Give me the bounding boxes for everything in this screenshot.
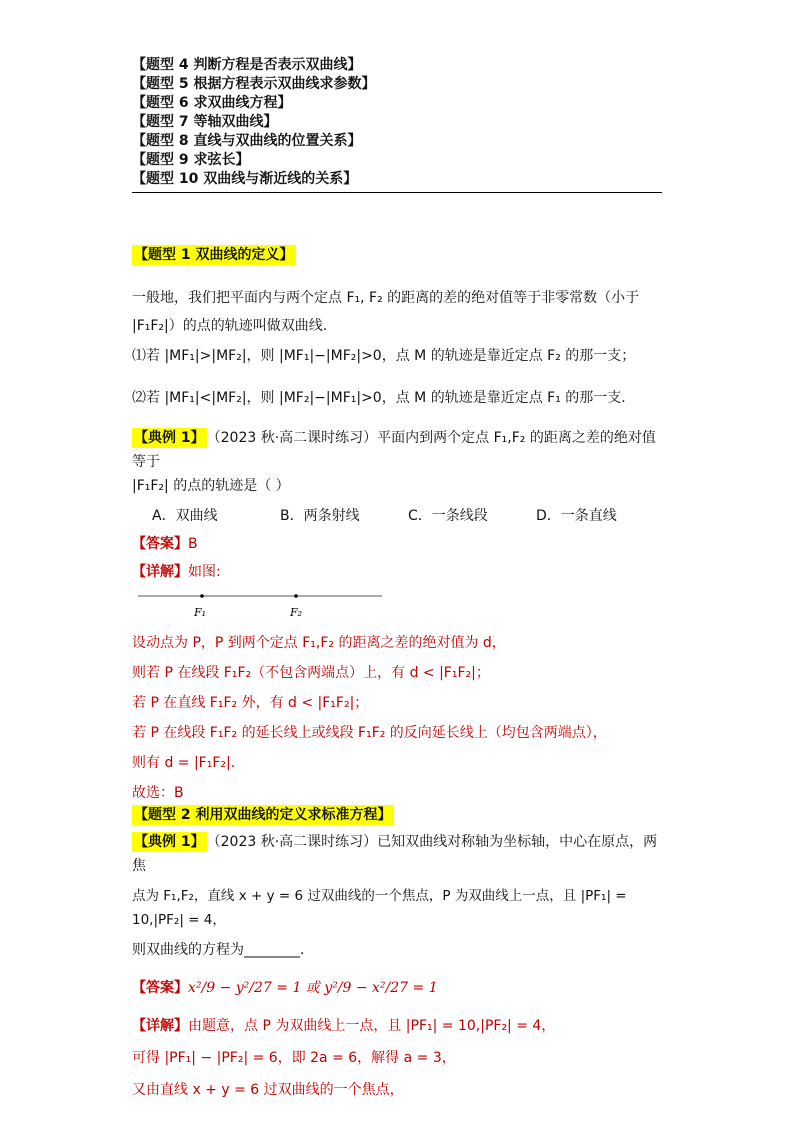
answer-value: x²/9 − y²/27 = 1 或 y²/9 − x²/27 = 1 [188,980,438,996]
option-c[interactable]: C．一条线段 [408,508,488,524]
example-1 [132,426,664,808]
point-f2 [294,594,298,598]
document-page [132,56,664,1098]
section-2 [132,804,394,825]
case-line: ⑵若 |MF₁|<|MF₂|，则 |MF₂|−|MF₁|>0，点 M 的轨迹是靠近定点 F₁ 的那一支. [132,390,626,406]
line-figure [138,586,398,626]
option-d[interactable]: D．一条直线 [536,508,617,524]
example-2 [132,830,664,1102]
section-heading: 【题型 1 双曲线的定义】 [134,247,294,263]
detail-tag: 【详解】 [132,1018,188,1034]
detail-line: 若 P 在线段 F₁F₂ 的延长线上或线段 F₁F₂ 的反向延长线上（均包含两端点）， [132,725,607,741]
detail-line: 可得 |PF₁| − |PF₂| = 6，即 2a = 6，解得 a = 3， [132,1050,456,1066]
toc-item[interactable]: 【题型 6 求双曲线方程】 [132,95,292,111]
toc-item[interactable]: 【题型 8 直线与双曲线的位置关系】 [132,133,362,149]
detail-text: 如图: [188,564,221,580]
detail-tag: 【详解】 [132,564,188,580]
definition-line: 一般地，我们把平面内与两个定点 F₁, F₂ 的距离的差的绝对值等于非零常数（小于 [132,290,640,306]
label-f1: F₁ [194,606,207,619]
detail-line: 又由直线 x + y = 6 过双曲线的一个焦点， [132,1082,404,1098]
detail-text: 由题意，点 P 为双曲线上一点，且 |PF₁| = 10,|PF₂| = 4， [188,1018,556,1034]
toc-list [132,56,664,189]
answer-value: B [188,536,198,552]
detail-body [132,628,664,808]
detail-line: 故选：B [132,785,184,801]
option-a[interactable]: A．双曲线 [152,508,218,524]
example-text: 点为 F₁,F₂，直线 x + y = 6 过双曲线的一个焦点，P 为双曲线上一点，且 |PF₁| = 10,|PF₂| = 4， [132,888,627,928]
toc-item[interactable]: 【题型 10 双曲线与渐近线的关系】 [132,171,358,187]
section-1 [132,244,296,265]
toc-item[interactable]: 【题型 4 判断方程是否表示双曲线】 [132,57,362,73]
detail-line: 则若 P 在线段 F₁F₂（不包含两端点）上，有 d < |F₁F₂|； [132,665,490,681]
detail-line: 设动点为 P，P 到两个定点 F₁,F₂ 的距离之差的绝对值为 d， [132,635,506,651]
example-tag: 【典例 1】 [134,834,205,850]
point-f1 [200,594,204,598]
example-text: 则双曲线的方程为________. [132,942,305,958]
divider [132,192,662,193]
options [132,504,664,528]
answer-tag: 【答案】 [132,980,188,996]
answer-tag: 【答案】 [132,536,188,552]
definition-block [132,286,664,410]
toc-item[interactable]: 【题型 7 等轴双曲线】 [132,114,278,130]
section-heading: 【题型 2 利用双曲线的定义求标准方程】 [134,807,392,823]
detail-line: 若 P 在直线 F₁F₂ 外，有 d < |F₁F₂|； [132,695,369,711]
example-tag: 【典例 1】 [134,430,205,446]
detail-line: 则有 d = |F₁F₂|. [132,755,236,771]
label-f2: F₂ [290,606,303,619]
option-b[interactable]: B．两条射线 [280,508,360,524]
definition-line: |F₁F₂|）的点的轨迹叫做双曲线. [132,318,328,334]
case-line: ⑴若 |MF₁|>|MF₂|，则 |MF₁|−|MF₂|>0，点 M 的轨迹是靠近定点 F₂ 的那一支； [132,348,636,364]
toc-item[interactable]: 【题型 9 求弦长】 [132,152,250,168]
example-text: （2023 秋·高二课时练习）平面内到两个定点 F₁,F₂ 的距离之差的绝对值等于 [132,430,656,470]
example-text: （2023 秋·高二课时练习）已知双曲线对称轴为坐标轴，中心在原点，两焦 [132,834,658,874]
example-text: |F₁F₂| 的点的轨迹是（ ） [132,478,290,494]
toc-item[interactable]: 【题型 5 根据方程表示双曲线求参数】 [132,76,376,92]
